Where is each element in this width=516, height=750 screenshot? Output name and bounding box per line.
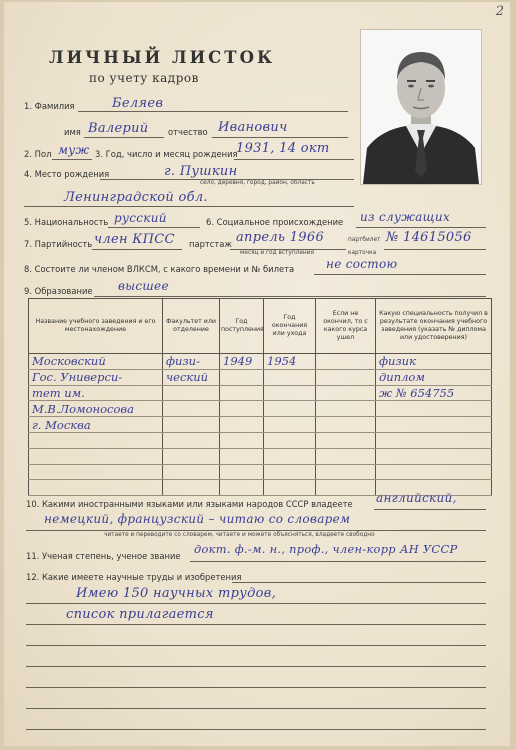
- cell-specialty: [376, 448, 492, 464]
- cell-start-year: [220, 464, 264, 480]
- cell-institution: [29, 432, 163, 448]
- languages-line: [374, 509, 486, 510]
- birthplace-hint: село, деревня, город, район, область: [200, 180, 315, 186]
- birthdate-line: [234, 159, 354, 160]
- birthplace-label: 4. Место рождения: [24, 169, 110, 179]
- cell-start-year: [220, 480, 264, 496]
- cell-start-year: [220, 401, 264, 417]
- languages-line-2: [26, 530, 486, 531]
- cell-faculty: [163, 480, 220, 496]
- cell-institution: М.В.Ломоносова: [29, 401, 163, 417]
- col-header-specialty: Какую специальность получил в результате окончания учебного заведения (указать № диплома или удостоверения): [376, 299, 492, 354]
- cell-dropout: [316, 354, 376, 370]
- cell-end-year: [264, 432, 316, 448]
- cell-end-year: [264, 401, 316, 417]
- cell-dropout: [316, 369, 376, 385]
- languages-value: английский,: [376, 491, 457, 505]
- works-label: 12. Какие имеете научные труды и изобретения: [26, 572, 242, 582]
- cell-end-year: [264, 385, 316, 401]
- cell-dropout: [316, 385, 376, 401]
- cell-start-year: [220, 432, 264, 448]
- blank-line: [26, 687, 486, 688]
- surname-label: 1. Фамилия: [24, 101, 75, 111]
- degree-label: 11. Ученая степень, ученое звание: [26, 551, 181, 561]
- table-row: [29, 464, 492, 480]
- cell-specialty: физик: [376, 354, 492, 370]
- works-line-2: [26, 603, 486, 604]
- form-title: ЛИЧНЫЙ ЛИСТОК: [49, 48, 275, 67]
- nationality-line: [108, 227, 200, 228]
- nationality-value: русский: [114, 211, 167, 225]
- table-row: [29, 401, 492, 417]
- education-value: высшее: [118, 279, 169, 293]
- sex-label: 2. Пол: [24, 149, 52, 159]
- cell-specialty: [376, 417, 492, 433]
- portrait-photo: [360, 29, 482, 185]
- patronymic-label: отчество: [168, 127, 208, 137]
- party-tenure-label: партстаж: [189, 239, 232, 249]
- degree-line: [190, 561, 486, 562]
- party-tenure-hint: месяц и год вступления: [240, 250, 314, 256]
- col-header-dropout: Если не окончил, то с какого курса ушел: [316, 299, 376, 354]
- cell-start-year: [220, 448, 264, 464]
- cell-specialty: [376, 432, 492, 448]
- cell-dropout: [316, 464, 376, 480]
- cell-start-year: [220, 417, 264, 433]
- form-subtitle: по учету кадров: [89, 71, 199, 85]
- cell-dropout: [316, 401, 376, 417]
- cell-specialty: ж № 654755: [376, 385, 492, 401]
- cell-institution: Гос. Универси-: [29, 369, 163, 385]
- languages-hint: читаете и переводите со словарем, читаете и можете объясняться, владеете свободно: [104, 532, 375, 538]
- education-table: [28, 298, 492, 496]
- education-table-header: [29, 299, 492, 354]
- cell-specialty: [376, 401, 492, 417]
- cell-dropout: [316, 480, 376, 496]
- cell-end-year: [264, 369, 316, 385]
- birthplace-value-2: Ленинградской обл.: [64, 190, 208, 205]
- col-header-institution: Название учебного заведения и его местонахождение: [29, 299, 163, 354]
- cell-dropout: [316, 417, 376, 433]
- cell-faculty: ческий: [163, 369, 220, 385]
- cell-dropout: [316, 432, 376, 448]
- party-tenure-value: апрель 1966: [236, 230, 325, 245]
- cell-institution: [29, 480, 163, 496]
- blank-line: [26, 666, 486, 667]
- cell-institution: тет им.: [29, 385, 163, 401]
- sex-value: муж: [58, 143, 90, 157]
- birthplace-line-2: [24, 206, 354, 207]
- cell-start-year: 1949: [220, 354, 264, 370]
- party-value: член КПСС: [94, 232, 175, 247]
- languages-label: 10. Какими иностранными языками или языками народов СССР владеете: [26, 499, 353, 509]
- works-value-2: список прилагается: [66, 607, 214, 622]
- table-row: [29, 354, 492, 370]
- blank-line: [26, 645, 486, 646]
- first-name-value: Валерий: [88, 121, 149, 136]
- cell-specialty: диплом: [376, 369, 492, 385]
- personnel-form-sheet: [4, 2, 510, 746]
- party-card-hint: карточка: [348, 250, 377, 256]
- party-card-value: № 14615056: [386, 230, 472, 245]
- blank-line: [26, 729, 486, 730]
- party-line: [92, 249, 182, 250]
- patronymic-value: Иванович: [218, 120, 288, 135]
- works-line: [232, 582, 486, 583]
- social-origin-label: 6. Социальное происхождение: [206, 217, 344, 227]
- first-name-line: [84, 137, 164, 138]
- degree-value: докт. ф.-м. н., проф., член-корр АН УССР: [194, 542, 458, 556]
- party-card-line: [384, 249, 486, 250]
- cell-institution: [29, 448, 163, 464]
- corner-mark: 2: [495, 4, 504, 19]
- cell-end-year: [264, 464, 316, 480]
- cell-dropout: [316, 448, 376, 464]
- col-header-faculty: Факультет или отделение: [163, 299, 220, 354]
- social-origin-value: из служащих: [360, 210, 451, 224]
- education-line: [94, 296, 486, 297]
- birthdate-value: 1931, 14 окт: [236, 141, 330, 156]
- party-label: 7. Партийность: [24, 239, 93, 249]
- table-row: [29, 417, 492, 433]
- cell-institution: [29, 464, 163, 480]
- cell-faculty: [163, 417, 220, 433]
- portrait-image: [361, 30, 481, 184]
- cell-start-year: [220, 385, 264, 401]
- table-row: [29, 385, 492, 401]
- cell-faculty: [163, 432, 220, 448]
- komsomol-value: не состою: [326, 257, 398, 271]
- languages-value-2: немецкий, французский – читаю со словарем: [44, 512, 351, 526]
- cell-end-year: 1954: [264, 354, 316, 370]
- cell-end-year: [264, 480, 316, 496]
- cell-faculty: физи-: [163, 354, 220, 370]
- cell-end-year: [264, 417, 316, 433]
- surname-value: Беляев: [112, 96, 164, 111]
- cell-start-year: [220, 369, 264, 385]
- table-row: [29, 369, 492, 385]
- education-label: 9. Образование: [24, 286, 93, 296]
- col-header-start-year: Год поступления: [220, 299, 264, 354]
- social-origin-line: [356, 227, 486, 228]
- first-name-label: имя: [64, 127, 81, 137]
- party-card-label: партбилет: [348, 237, 381, 243]
- works-line-3: [26, 624, 486, 625]
- cell-specialty: [376, 464, 492, 480]
- patronymic-line: [212, 137, 348, 138]
- table-row: [29, 432, 492, 448]
- komsomol-line: [314, 274, 486, 275]
- cell-faculty: [163, 401, 220, 417]
- birthdate-label: 3. Год, число и месяц рождения: [95, 149, 238, 159]
- birthplace-value: г. Пушкин: [164, 164, 238, 179]
- cell-faculty: [163, 448, 220, 464]
- cell-faculty: [163, 464, 220, 480]
- komsomol-label: 8. Состоите ли членом ВЛКСМ, с какого времени и № билета: [24, 264, 295, 274]
- works-value: Имею 150 научных трудов,: [76, 586, 277, 601]
- surname-line: [78, 111, 348, 112]
- cell-faculty: [163, 385, 220, 401]
- table-row: [29, 448, 492, 464]
- cell-end-year: [264, 448, 316, 464]
- cell-institution: г. Москва: [29, 417, 163, 433]
- blank-line: [26, 708, 486, 709]
- nationality-label: 5. Национальность: [24, 217, 109, 227]
- col-header-end-year: Год окончания или ухода: [264, 299, 316, 354]
- sex-line: [52, 159, 92, 160]
- cell-institution: Московский: [29, 354, 163, 370]
